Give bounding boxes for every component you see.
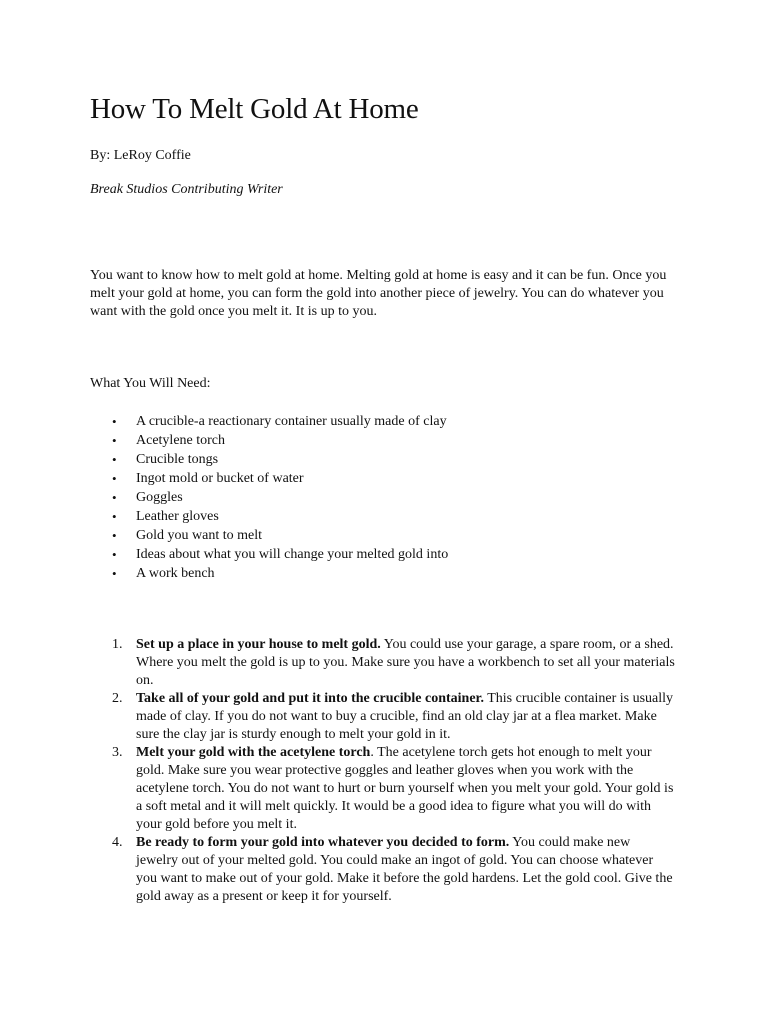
list-item <box>90 431 448 450</box>
page-title: How To Melt Gold At Home <box>90 93 419 125</box>
list-item-text: A work bench <box>136 566 215 581</box>
list-item-text: Leather gloves <box>136 509 219 524</box>
step-item <box>90 636 675 690</box>
list-item-text: A crucible-a reactionary container usually made of clay <box>136 414 447 429</box>
bullet-icon: • <box>112 414 117 429</box>
list-item-text: Gold you want to melt <box>136 528 262 543</box>
needs-heading: What You Will Need: <box>90 376 211 391</box>
list-item <box>90 526 448 545</box>
list-item-text: Crucible tongs <box>136 452 219 467</box>
bullet-icon: • <box>112 547 117 562</box>
step-heading: Take all of your gold and put it into the crucible container. <box>136 691 484 706</box>
author-byline: By: LeRoy Coffie <box>90 148 191 163</box>
list-item-text: Ingot mold or bucket of water <box>136 471 304 486</box>
list-item-text: Acetylene torch <box>136 433 226 448</box>
list-item <box>90 488 448 507</box>
step-text: . The acetylene torch gets hot enough to melt your gold. Make sure you wear protective goggles and leather gloves when you work with the acetylene torch. You do not want to hurt or burn yourself when you melt your gold. Your gold is a soft metal and it will melt quickly. It would be a good idea to figure what you will do with your gold before you melt it. <box>136 745 674 832</box>
bullet-icon: • <box>112 566 117 581</box>
list-item <box>90 564 448 583</box>
author-role: Break Studios Contributing Writer <box>90 182 283 197</box>
step-text: You could make new jewelry out of your melted gold. You could make an ingot of gold. You can choose whatever you want to make out of your gold. Make it before the gold hardens. Let the gold cool. Give the gold away as a present or keep it for yourself. <box>136 835 673 904</box>
step-item <box>90 744 675 834</box>
step-number: 3. <box>112 745 123 760</box>
list-item <box>90 412 448 431</box>
bullet-icon: • <box>112 528 117 543</box>
list-item <box>90 507 448 526</box>
step-text: This crucible container is usually made of clay. If you do not want to buy a crucible, find an old clay jar at a flea market. Make sure the clay jar is sturdy enough to melt your gold in it. <box>136 691 674 742</box>
list-item-text: Goggles <box>136 490 183 505</box>
step-item <box>90 834 675 906</box>
step-heading: Be ready to form your gold into whatever you decided to form. <box>136 835 510 850</box>
bullet-icon: • <box>112 433 117 448</box>
step-item <box>90 690 675 744</box>
bullet-icon: • <box>112 452 117 467</box>
list-item <box>90 469 448 488</box>
step-number: 2. <box>112 691 123 706</box>
list-item-text: Ideas about what you will change your melted gold into <box>136 547 449 562</box>
bullet-icon: • <box>112 471 117 486</box>
step-heading: Melt your gold with the acetylene torch <box>136 745 371 760</box>
steps-list <box>90 636 675 906</box>
step-number: 1. <box>112 637 123 652</box>
list-item <box>90 450 448 469</box>
needs-list <box>90 412 448 583</box>
bullet-icon: • <box>112 490 117 505</box>
bullet-icon: • <box>112 509 117 524</box>
step-text: You could use your garage, a spare room, or a shed. Where you melt the gold is up to you. Make sure you have a workbench to set all your materials on. <box>136 637 675 688</box>
intro-paragraph: You want to know how to melt gold at home. Melting gold at home is easy and it can be fun. Once you melt your gold at home, you can form the gold into another piece of jewelry. You can do whatever you want with the gold once you melt it. It is up to you. <box>90 268 667 319</box>
step-heading: Set up a place in your house to melt gold. <box>136 637 381 652</box>
step-number: 4. <box>112 835 123 850</box>
list-item <box>90 545 448 564</box>
